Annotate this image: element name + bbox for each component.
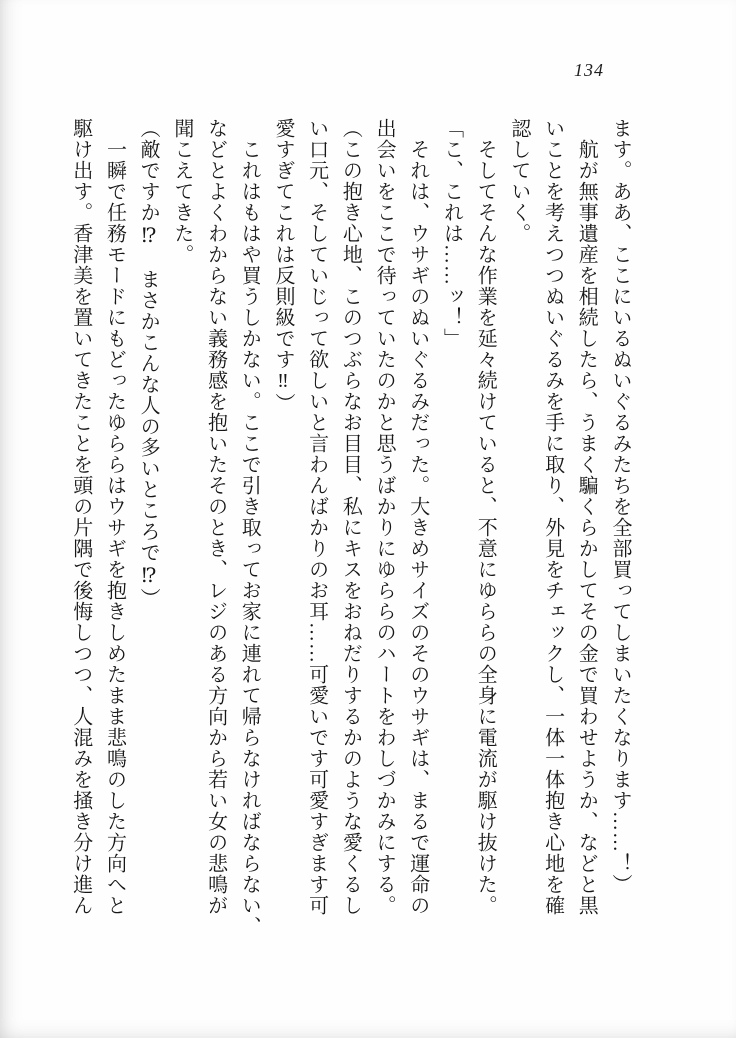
text-column: 駆け出す。香津美を置いてきたことを頭の片隅で後悔しつつ、人混みを掻き分け進ん — [69, 118, 92, 916]
text-column: 「こ、これは……ッ！」 — [440, 118, 463, 349]
text-column: ます。ああ、ここにいるぬいぐるみたちを全部買ってしまいたくなります……！） — [609, 118, 631, 895]
body-text — [63, 118, 636, 944]
text-column: 愛すぎてこれは反則級です‼） — [271, 118, 294, 414]
text-column: 一瞬で任務モードにもどったゆららはウサギを抱きしめたまま悲鳴のした方向へと — [103, 139, 126, 916]
text-column: （敵ですか⁉ まさかこんな人の多いところで⁉） — [137, 118, 160, 609]
text-column: いことを考えつつぬいぐるみを手に取り、外見をチェックし、一体一体抱き心地を確 — [541, 118, 564, 916]
text-column: 聞こえてきた。 — [170, 118, 193, 265]
page-number: 134 — [574, 60, 604, 80]
text-column: 出会いをここで待っていたのかと思うばかりにゆららのハートをわしづかみにする。 — [373, 118, 396, 916]
text-column: それは、ウサギのぬいぐるみだった。大きめサイズのそのウサギは、まるで運命の — [406, 139, 429, 916]
text-column: い口元、そしていじって欲しいと言わんばかりのお耳……可愛いです可愛すぎます可 — [305, 118, 328, 916]
text-column: 認していく。 — [507, 118, 530, 244]
text-column: （この抱き心地、このつぶらなお目目、私にキスをおねだりするかのような愛くるし — [339, 118, 362, 916]
text-column: これはもはや買うしかない。ここで引き取ってお家に連れて帰らなければならない、 — [238, 139, 261, 937]
text-column: 航が無事遺産を相続したら、うまく騙くらかしてその金で買わせようか、などと黒 — [575, 139, 598, 916]
text-column: そしてそんな作業を延々続けていると、不意にゆららの全身に電流が駆け抜けた。 — [474, 139, 497, 916]
text-column: などとよくわからない義務感を抱いたそのとき、レジのある方向から若い女の悲鳴が — [204, 118, 227, 916]
